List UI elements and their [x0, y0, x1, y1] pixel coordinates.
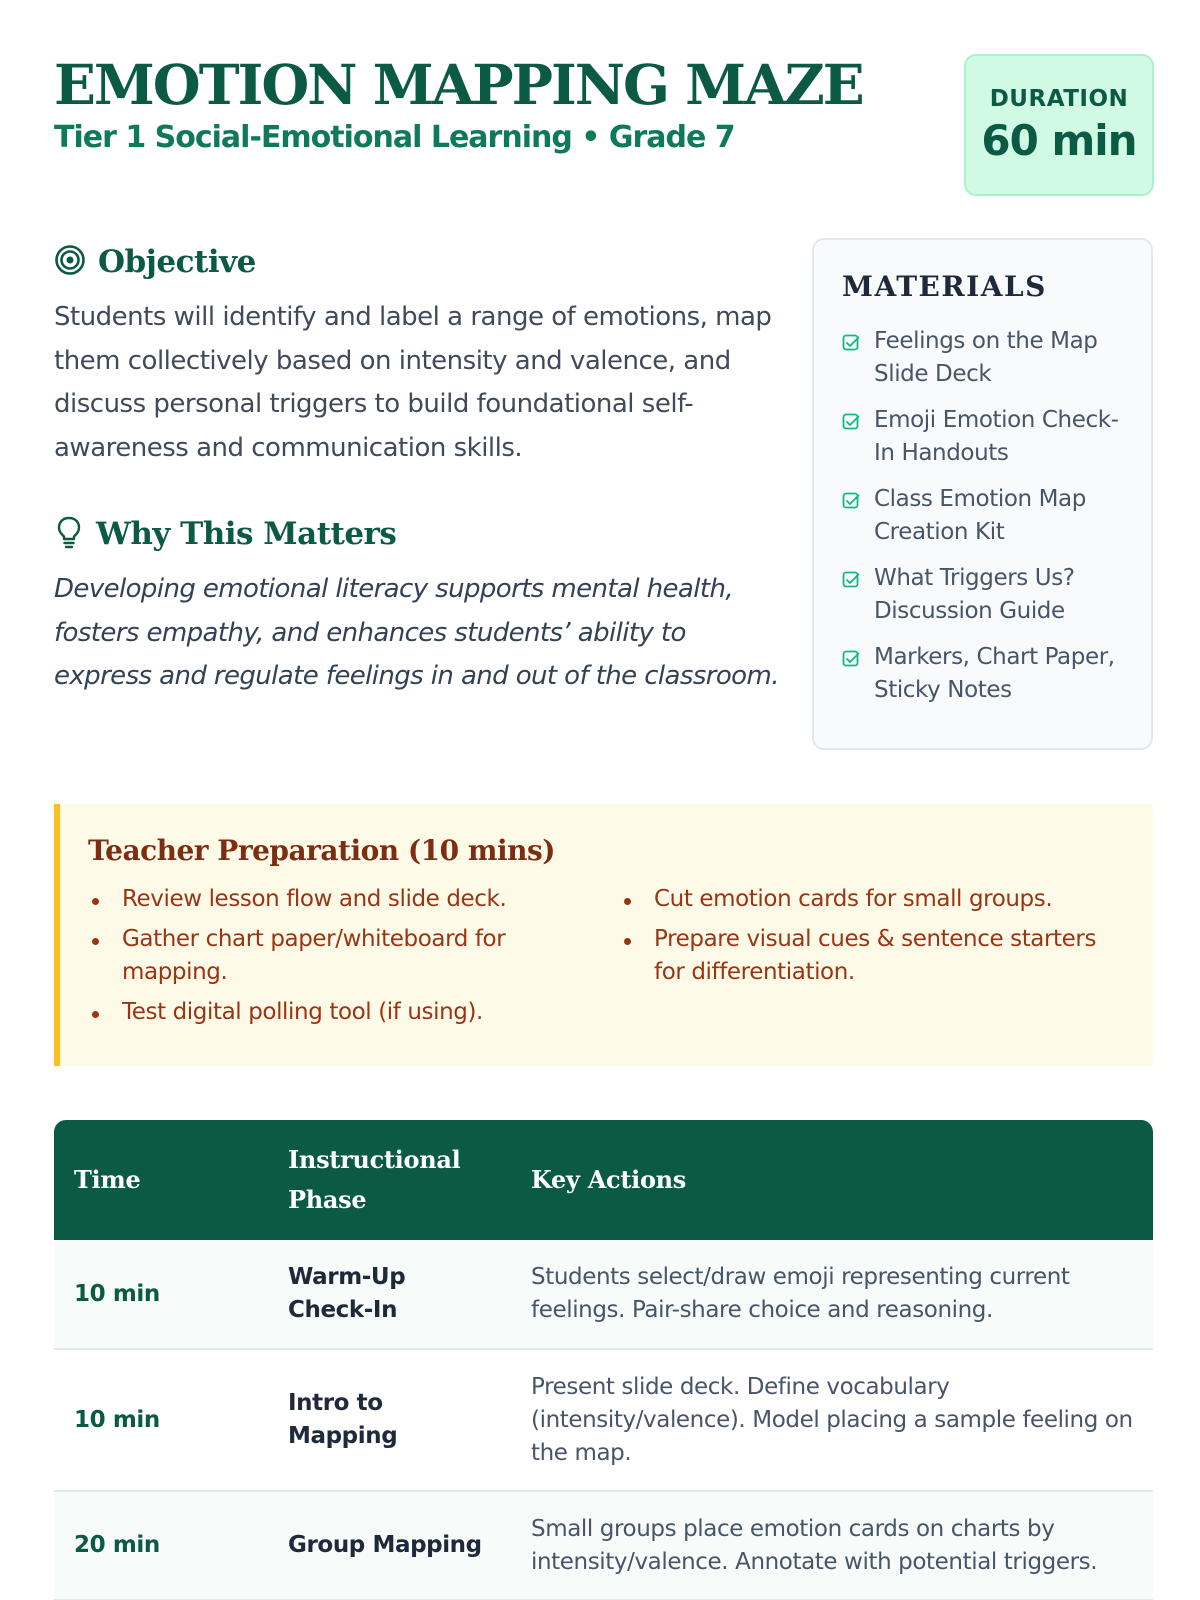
row-phase: Warm-Up Check-In: [268, 1240, 511, 1349]
page-subtitle: Tier 1 Social-Emotional Learning • Grade 7: [54, 120, 735, 155]
why-heading: [54, 510, 784, 558]
material-item: [842, 562, 1125, 628]
lightbulb-icon: [54, 515, 84, 554]
objective-heading: [54, 238, 784, 286]
row-actions: Present slide deck. Define vocabulary (intensity/valence). Model placing a sample feeling on the map.: [511, 1349, 1153, 1491]
check-square-icon: [842, 334, 860, 352]
prep-columns: [88, 883, 1125, 1036]
row-time: 10 min: [54, 1349, 268, 1491]
prep-list-left: [88, 883, 580, 1036]
material-label: Feelings on the Map Slide Deck: [874, 328, 1098, 387]
page-title: EMOTION MAPPING MAZE: [54, 52, 863, 117]
material-label: What Triggers Us? Discussion Guide: [874, 565, 1075, 624]
check-square-icon: [842, 650, 860, 668]
lesson-schedule-table: [54, 1120, 1153, 1600]
row-phase: Group Mapping: [268, 1491, 511, 1600]
prep-item: Prepare visual cues & sentence starters for differentiation.: [620, 923, 1112, 989]
duration-value: 60 min: [981, 116, 1137, 165]
prep-title: Teacher Preparation (10 mins): [88, 834, 555, 867]
overview-section: [54, 238, 784, 699]
objective-title: Objective: [98, 244, 256, 280]
prep-list-right: [620, 883, 1112, 1036]
material-item: [842, 325, 1125, 391]
duration-label: DURATION: [989, 86, 1129, 112]
column-header-phase: Instructional Phase: [288, 1145, 461, 1214]
why-title: Why This Matters: [96, 516, 397, 552]
material-item: [842, 641, 1125, 707]
lesson-header: [54, 52, 1154, 202]
duration-badge: [964, 54, 1154, 196]
material-label: Class Emotion Map Creation Kit: [874, 486, 1086, 545]
prep-item: Test digital polling tool (if using).: [88, 996, 580, 1029]
prep-item: Cut emotion cards for small groups.: [620, 883, 1112, 916]
row-actions: Students select/draw emoji representing current feelings. Pair-share choice and reasoning.: [511, 1240, 1153, 1349]
objective-text: Students will identify and label a range of emotions, map them collectively based on intensity and valence, and discuss personal triggers to build foundational self-awareness and communication skills.: [54, 302, 772, 463]
row-phase: Intro to Mapping: [268, 1349, 511, 1491]
row-time: 10 min: [54, 1240, 268, 1349]
material-item: [842, 483, 1125, 549]
column-header-actions: Key Actions: [531, 1165, 687, 1194]
prep-item: Gather chart paper/whiteboard for mapping.: [88, 923, 580, 989]
check-square-icon: [842, 492, 860, 510]
table-row: [54, 1491, 1153, 1600]
prep-item: Review lesson flow and slide deck.: [88, 883, 580, 916]
table-row: [54, 1349, 1153, 1491]
table-header-row: [54, 1120, 1153, 1240]
table-row: [54, 1240, 1153, 1349]
check-square-icon: [842, 413, 860, 431]
material-label: Emoji Emotion Check-In Handouts: [874, 407, 1119, 466]
materials-title: MATERIALS: [842, 270, 1047, 303]
material-item: [842, 404, 1125, 470]
why-text: Developing emotional literacy supports mental health, fosters empathy, and enhances students’ ability to express and regulate feelings in and out of the classroom.: [54, 574, 779, 691]
column-header-time: Time: [74, 1165, 141, 1194]
row-time: 20 min: [54, 1491, 268, 1600]
row-actions: Small groups place emotion cards on charts by intensity/valence. Annotate with potential triggers.: [511, 1491, 1153, 1600]
material-label: Markers, Chart Paper, Sticky Notes: [874, 644, 1115, 703]
teacher-prep-callout: [54, 804, 1153, 1066]
check-square-icon: [842, 571, 860, 589]
target-icon: [54, 244, 86, 281]
materials-card: [812, 238, 1153, 750]
